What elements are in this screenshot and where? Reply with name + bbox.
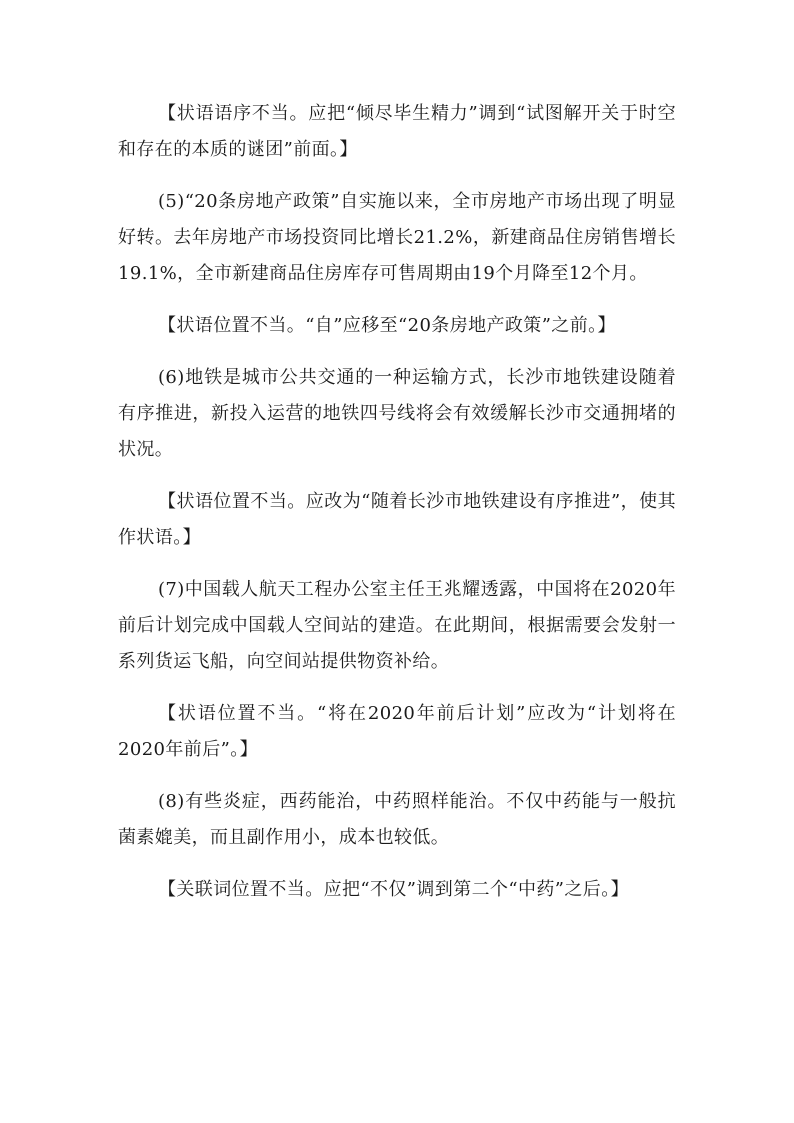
example-paragraph-7: (7)中国载人航天工程办公室主任王兆耀透露，中国将在2020年前后计划完成中国载人空间站的建造。在此期间，根据需要会发射一系列货运飞船，向空间站提供物资补给。 bbox=[118, 579, 676, 672]
note-paragraph: 【状语位置不当。“自”应移至“20条房地产政策”之前。】 bbox=[158, 315, 616, 336]
example-paragraph-8: (8)有些炎症，西药能治，中药照样能治。不仅中药能与一般抗菌素媲美，而且副作用小，成本也较低。 bbox=[118, 791, 676, 848]
note-paragraph: 【关联词位置不当。应把“不仅”调到第二个“中药”之后。】 bbox=[158, 879, 630, 900]
example-paragraph-5: (5)“20条房地产政策”自实施以来，全市房地产市场出现了明显好转。去年房地产市场投资同比增长21.2%，新建商品住房销售增长19.1%，全市新建商品住房库存可售周期由19个月降至12个月。 bbox=[118, 191, 676, 284]
example-paragraph-6: (6)地铁是城市公共交通的一种运输方式，长沙市地铁建设随着有序推进，新投入运营的地铁四号线将会有效缓解长沙市交通拥堵的状况。 bbox=[118, 367, 676, 460]
note-paragraph: 【状语位置不当。“将在2020年前后计划”应改为“计划将在2020年前后”。】 bbox=[118, 703, 676, 760]
note-paragraph: 【状语语序不当。应把“倾尽毕生精力”调到“试图解开关于时空和存在的本质的谜团”前面。】 bbox=[118, 103, 676, 160]
note-paragraph: 【状语位置不当。应改为“随着长沙市地铁建设有序推进”，使其作状语。】 bbox=[118, 491, 676, 548]
